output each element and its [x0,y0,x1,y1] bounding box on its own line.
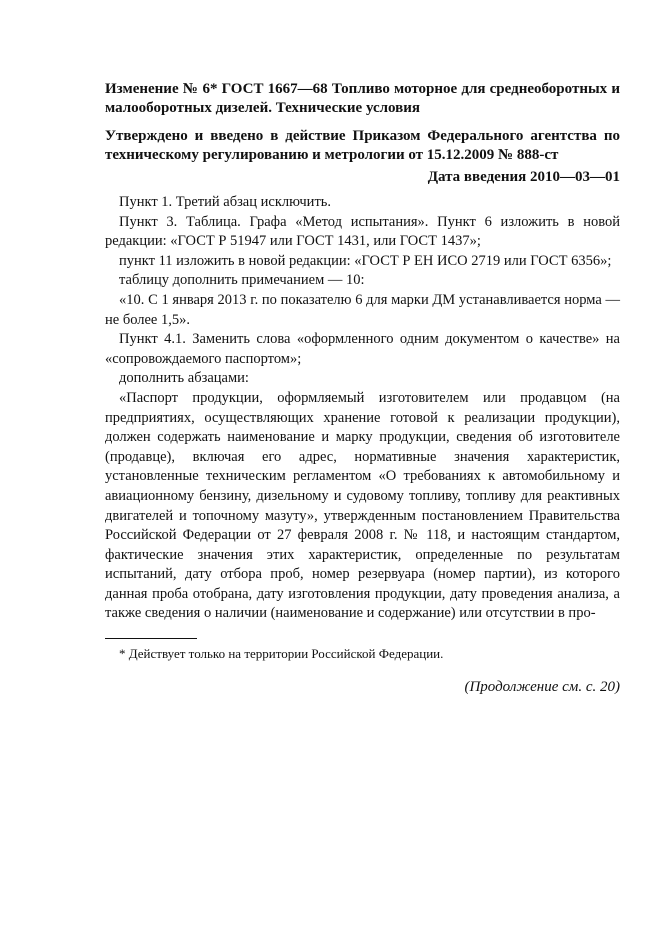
paragraph: дополнить абзацами: [119,370,249,387]
paragraph: таблицу дополнить примечанием — 10: [119,272,365,289]
paragraph: Пункт 3. Таблица. Графа «Метод испытания». Пункт 6 изложить в новой редакции: «ГОСТ Р 51947 или ГОСТ 1431, или ГОСТ 1437»; [105,213,620,250]
paragraph: «Паспорт продукции, оформляемый изготовителем или продавцом (на предприятиях, осуществляющих хранение готовой к реализации продукции), должен содержать наименование и марку продукции, сведения об изготовителе (продавце), включая его адрес, нормативные значения характеристик, установленные техническим регламентом «О требованиях к автомобильному и авиационному бензину, дизельному и судовому топливу, топливу для реактивных двигателей и топочному мазуту», утвержденным постановлением Правительства Российской Федерации от 27 февраля 2008 г. № 118, и настоящим стандартом, фактические значения этих характеристик, определенные по результатам испытаний, дату отбора проб, номер резервуара (номер партии), из которого данная проба отобрана, дату изготовления продукции, дату проведения анализа, а также сведения о наличии (наименование и содержание) или отсутствии в про- [105,389,620,622]
continuation-note: (Продолжение см. с. 20) [464,679,620,696]
document-title: Изменение № 6* ГОСТ 1667—68 Топливо моторное для среднеоборотных и малооборотных дизелей. Технические условия [105,81,620,116]
paragraph: «10. С 1 января 2013 г. по показателю 6 для марки ДМ устанавливается норма — не более 1,5». [105,291,620,328]
paragraph: Пункт 4.1. Заменить слова «оформленного одним документом о качестве» на «сопровождаемого паспортом»; [105,331,620,367]
effective-date: Дата введения 2010—03—01 [427,169,620,185]
footnote: * Действует только на территории Российской Федерации. [119,646,444,662]
document-page [105,80,620,697]
approval-statement: Утверждено и введено в действие Приказом Федерального агентства по техническому регулированию и метрологии от 15.12.2009 № 888-ст [105,128,620,163]
body-text [105,193,620,624]
paragraph: Пункт 1. Третий абзац исключить. [119,194,332,210]
paragraph: пункт 11 изложить в новой редакции: «ГОСТ Р ЕН ИСО 2719 или ГОСТ 6356»; [119,252,612,269]
footnote-divider [105,638,197,639]
